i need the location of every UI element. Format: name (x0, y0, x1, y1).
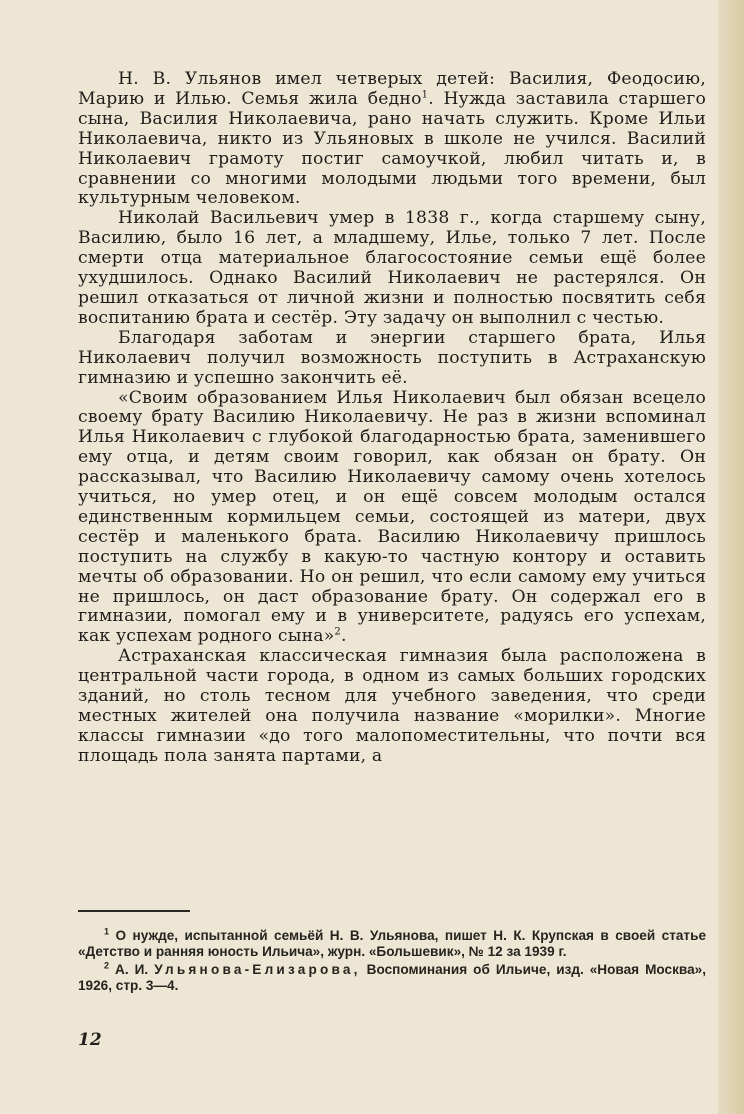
paragraph-4-quote: «Своим образованием Илья Николаевич был обязан всецело своему брату Василию Николаевичу. Не раз в жизни вспоминал Илья Николаевич с глубокой благодарностью брата, заменившего ему отца, и детям своим говорил, как обязан он брату. Он рассказывал, что Василию Николаевичу самому очень хотелось учиться, но умер отец, и он ещё совсем молодым остался единственным кормильцем семьи, состоящей из матери, двух сестёр и маленького брата. Василию Николаевичу пришлось поступить на службу в какую-то частную контору и оставить мечты об образовании. Но он решил, что если самому ему учиться не пришлось, он даст образование брату. Он содержал его в гимназии, помогал ему и в университете, радуясь его успехам, как успехам родного сына»$^2$. (78, 387, 706, 647)
footnote-author: Ульянова-Елизарова, (154, 961, 361, 977)
footnote-ref-2[interactable]: 2 (334, 626, 341, 638)
paragraph-1: Н. В. Ульянов имел четверых детей: Василия, Феодосию, Марию и Илью. Семья жила бедно$^1$. Нужда заставила старшего сына, Василия Николаевича, рано начать служить. Кроме Ильи Николаевича, никто из Ульяновых в школе не учился. Василий Николаевич грамоту постиг самоучкой, любил читать и, в сравнении со многими молодыми людьми того времени, был культурным человеком. (78, 69, 706, 209)
main-text (78, 70, 706, 767)
footnote-2: $^2$ А. И. Ульянова-Елизарова, Воспоминания об Ильиче, изд. «Новая Москва», 1926, стр. 3—4. (78, 960, 706, 994)
page-edge (718, 0, 744, 1114)
footnotes (78, 928, 706, 996)
paragraph-3: Благодаря заботам и энергии старшего брата, Илья Николаевич получил возможность поступить в Астраханскую гимназию и успешно закончить её. (78, 327, 706, 388)
page-number: 12 (78, 1030, 102, 1050)
footnote-divider (78, 910, 190, 912)
footnote-ref-1[interactable]: 1 (421, 89, 429, 101)
paragraph-5: Астраханская классическая гимназия была расположена в центральной части города, в одном из самых больших городских зданий, но столь тесном для учебного заведения, что среди местных жителей она получила название «морилки». Многие классы гимназии «до того малопоместительны, что почти вся площадь пола занята партами, а (78, 646, 706, 766)
footnote-1: $^1$ О нужде, испытанной семьёй Н. В. Ульянова, пишет Н. К. Крупская в своей статье «Детство и ранняя юность Ильича», журн. «Большевик», № 12 за 1939 г. (78, 926, 706, 960)
paragraph-2: Николай Васильевич умер в 1838 г., когда старшему сыну, Василию, было 16 лет, а младшему, Илье, только 7 лет. После смерти отца материальное благосостояние семьи ещё более ухудшилось. Однако Василий Николаевич не растерялся. Он решил отказаться от личной жизни и полностью посвятить себя воспитанию брата и сестёр. Эту задачу он выполнил с честью. (78, 208, 706, 328)
